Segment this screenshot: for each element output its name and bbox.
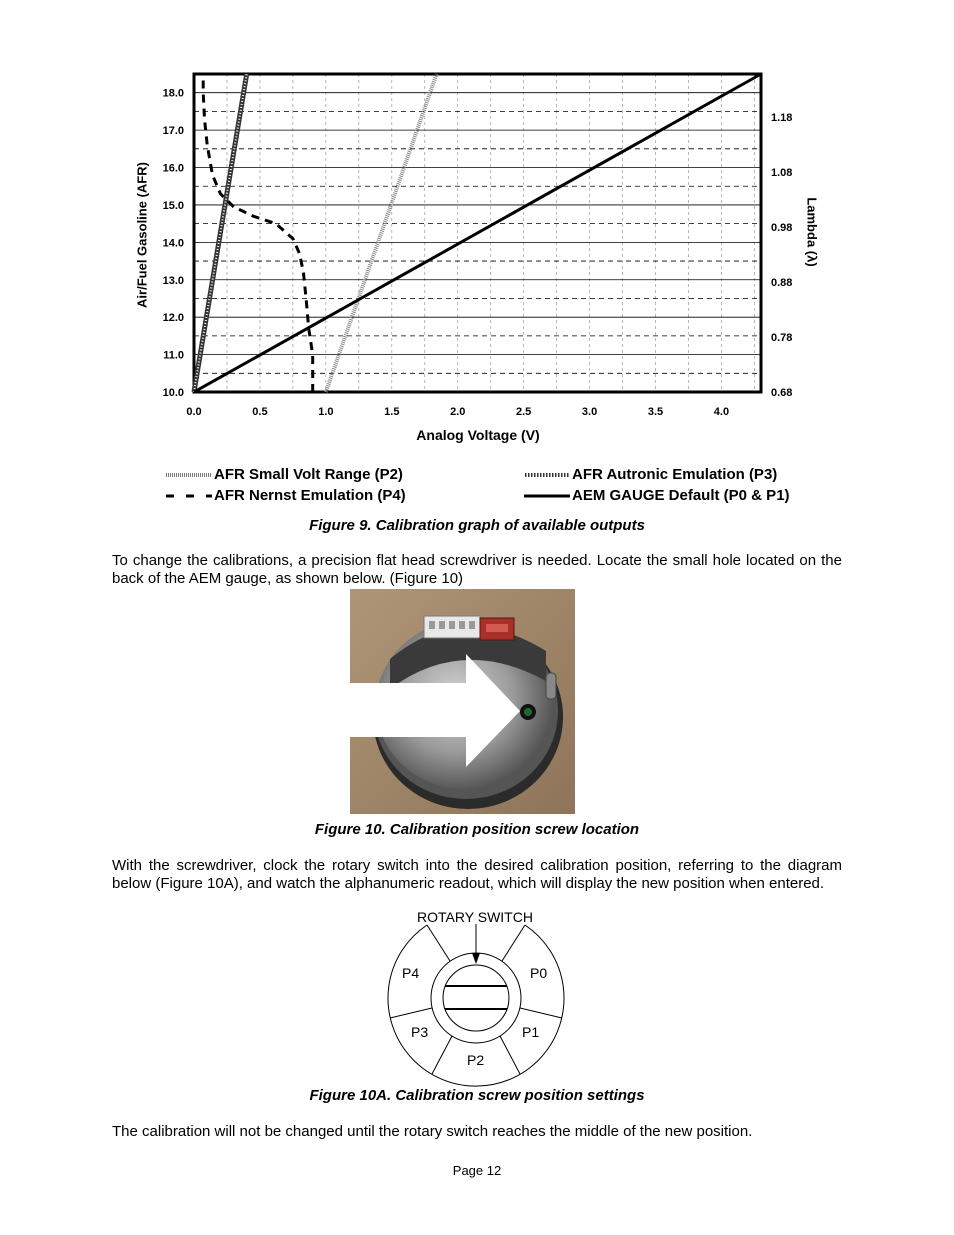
figure-10a-caption: Figure 10A. Calibration screw position settings	[309, 1087, 645, 1104]
y2-tick-label: 0.68	[771, 387, 793, 400]
y-tick-label: 12.0	[162, 312, 184, 325]
x-tick-label: 2.0	[450, 406, 466, 418]
x-tick-label: 3.0	[581, 406, 598, 418]
rotary-label-p1: P1	[522, 1024, 540, 1040]
rotary-label-p0: P0	[530, 965, 548, 981]
paragraph-calibration-intro: To change the calibrations, a precision flat head screwdriver is needed. Locate the small hole located on the back of the AEM gauge, as shown below. (Figure 10)	[112, 552, 842, 587]
x-tick-label: 1.5	[384, 406, 400, 418]
calibration-chart	[0, 0, 954, 460]
y-tick-label: 18.0	[162, 87, 184, 100]
x-tick-label: 2.5	[516, 406, 532, 418]
figure-10-caption: Figure 10. Calibration position screw location	[314, 821, 640, 838]
rotary-switch-title: ROTARY SWITCH	[417, 909, 533, 925]
rotary-pointer-arrowhead	[472, 953, 480, 964]
paragraph-rotary-instructions: With the screwdriver, clock the rotary switch into the desired calibration position, referring to the diagram below (Figure 10A), and watch the alphanumeric readout, which will display the new position when entered.	[112, 857, 842, 892]
y-axis-label-text: Air/Fuel Gasoline (AFR)	[134, 162, 150, 308]
gauge-back-photo	[350, 589, 575, 814]
x-tick-label: 0.0	[186, 406, 202, 418]
legend-item-p4: AFR Nernst Emulation (P4)	[214, 487, 406, 504]
x-tick-label: 4.0	[713, 406, 730, 418]
rotary-segment-divider	[432, 1036, 452, 1074]
x-tick-label: 3.5	[647, 406, 664, 418]
y2-tick-label: 0.98	[771, 222, 793, 235]
legend-item-p3: AFR Autronic Emulation (P3)	[572, 466, 778, 483]
rotary-segment-divider	[500, 1036, 520, 1074]
y-tick-label: 11.0	[163, 349, 184, 362]
x-axis-label: Analog Voltage (V)	[416, 427, 540, 443]
y-tick-label: 13.0	[162, 274, 184, 287]
page-number: Page 12	[452, 1163, 502, 1178]
figure-9-caption: Figure 9. Calibration graph of available outputs	[309, 517, 645, 534]
rotary-label-p4: P4	[402, 965, 420, 981]
y-tick-label: 15.0	[162, 199, 184, 212]
y-tick-label: 17.0	[162, 125, 184, 138]
paragraph-calibration-note: The calibration will not be changed until the rotary switch reaches the middle of the new position.	[112, 1123, 753, 1140]
series-line-p2	[326, 74, 437, 392]
rotary-label-p2: P2	[467, 1052, 485, 1068]
legend-item-p2: AFR Small Volt Range (P2)	[214, 466, 403, 483]
y2-tick-label: 1.18	[771, 112, 793, 125]
rotary-segment-divider	[390, 1008, 432, 1018]
rotary-segment-divider	[502, 925, 525, 961]
y-tick-label: 10.0	[162, 387, 184, 399]
y-tick-label: 14.0	[162, 237, 184, 250]
legend-item-p0p1: AEM GAUGE Default (P0 & P1)	[572, 487, 790, 504]
x-tick-label: 1.0	[318, 406, 334, 418]
rotary-knob	[443, 965, 509, 1031]
y2-tick-label: 0.88	[771, 277, 793, 290]
y-tick-label: 16.0	[162, 162, 184, 175]
rotary-segment-divider	[520, 1008, 562, 1018]
rotary-inner-ring	[431, 953, 521, 1043]
x-tick-label: 0.5	[252, 406, 268, 418]
y2-tick-label: 1.08	[771, 167, 793, 180]
rotary-segment-divider	[427, 925, 450, 961]
rotary-label-p3: P3	[411, 1024, 429, 1040]
y2-axis-label-text: Lambda (λ)	[804, 197, 820, 267]
y2-tick-label: 0.78	[771, 332, 793, 345]
series-line-p0-p1	[194, 74, 761, 392]
legend-swatch-p3	[524, 473, 570, 477]
legend-swatches	[0, 462, 954, 506]
